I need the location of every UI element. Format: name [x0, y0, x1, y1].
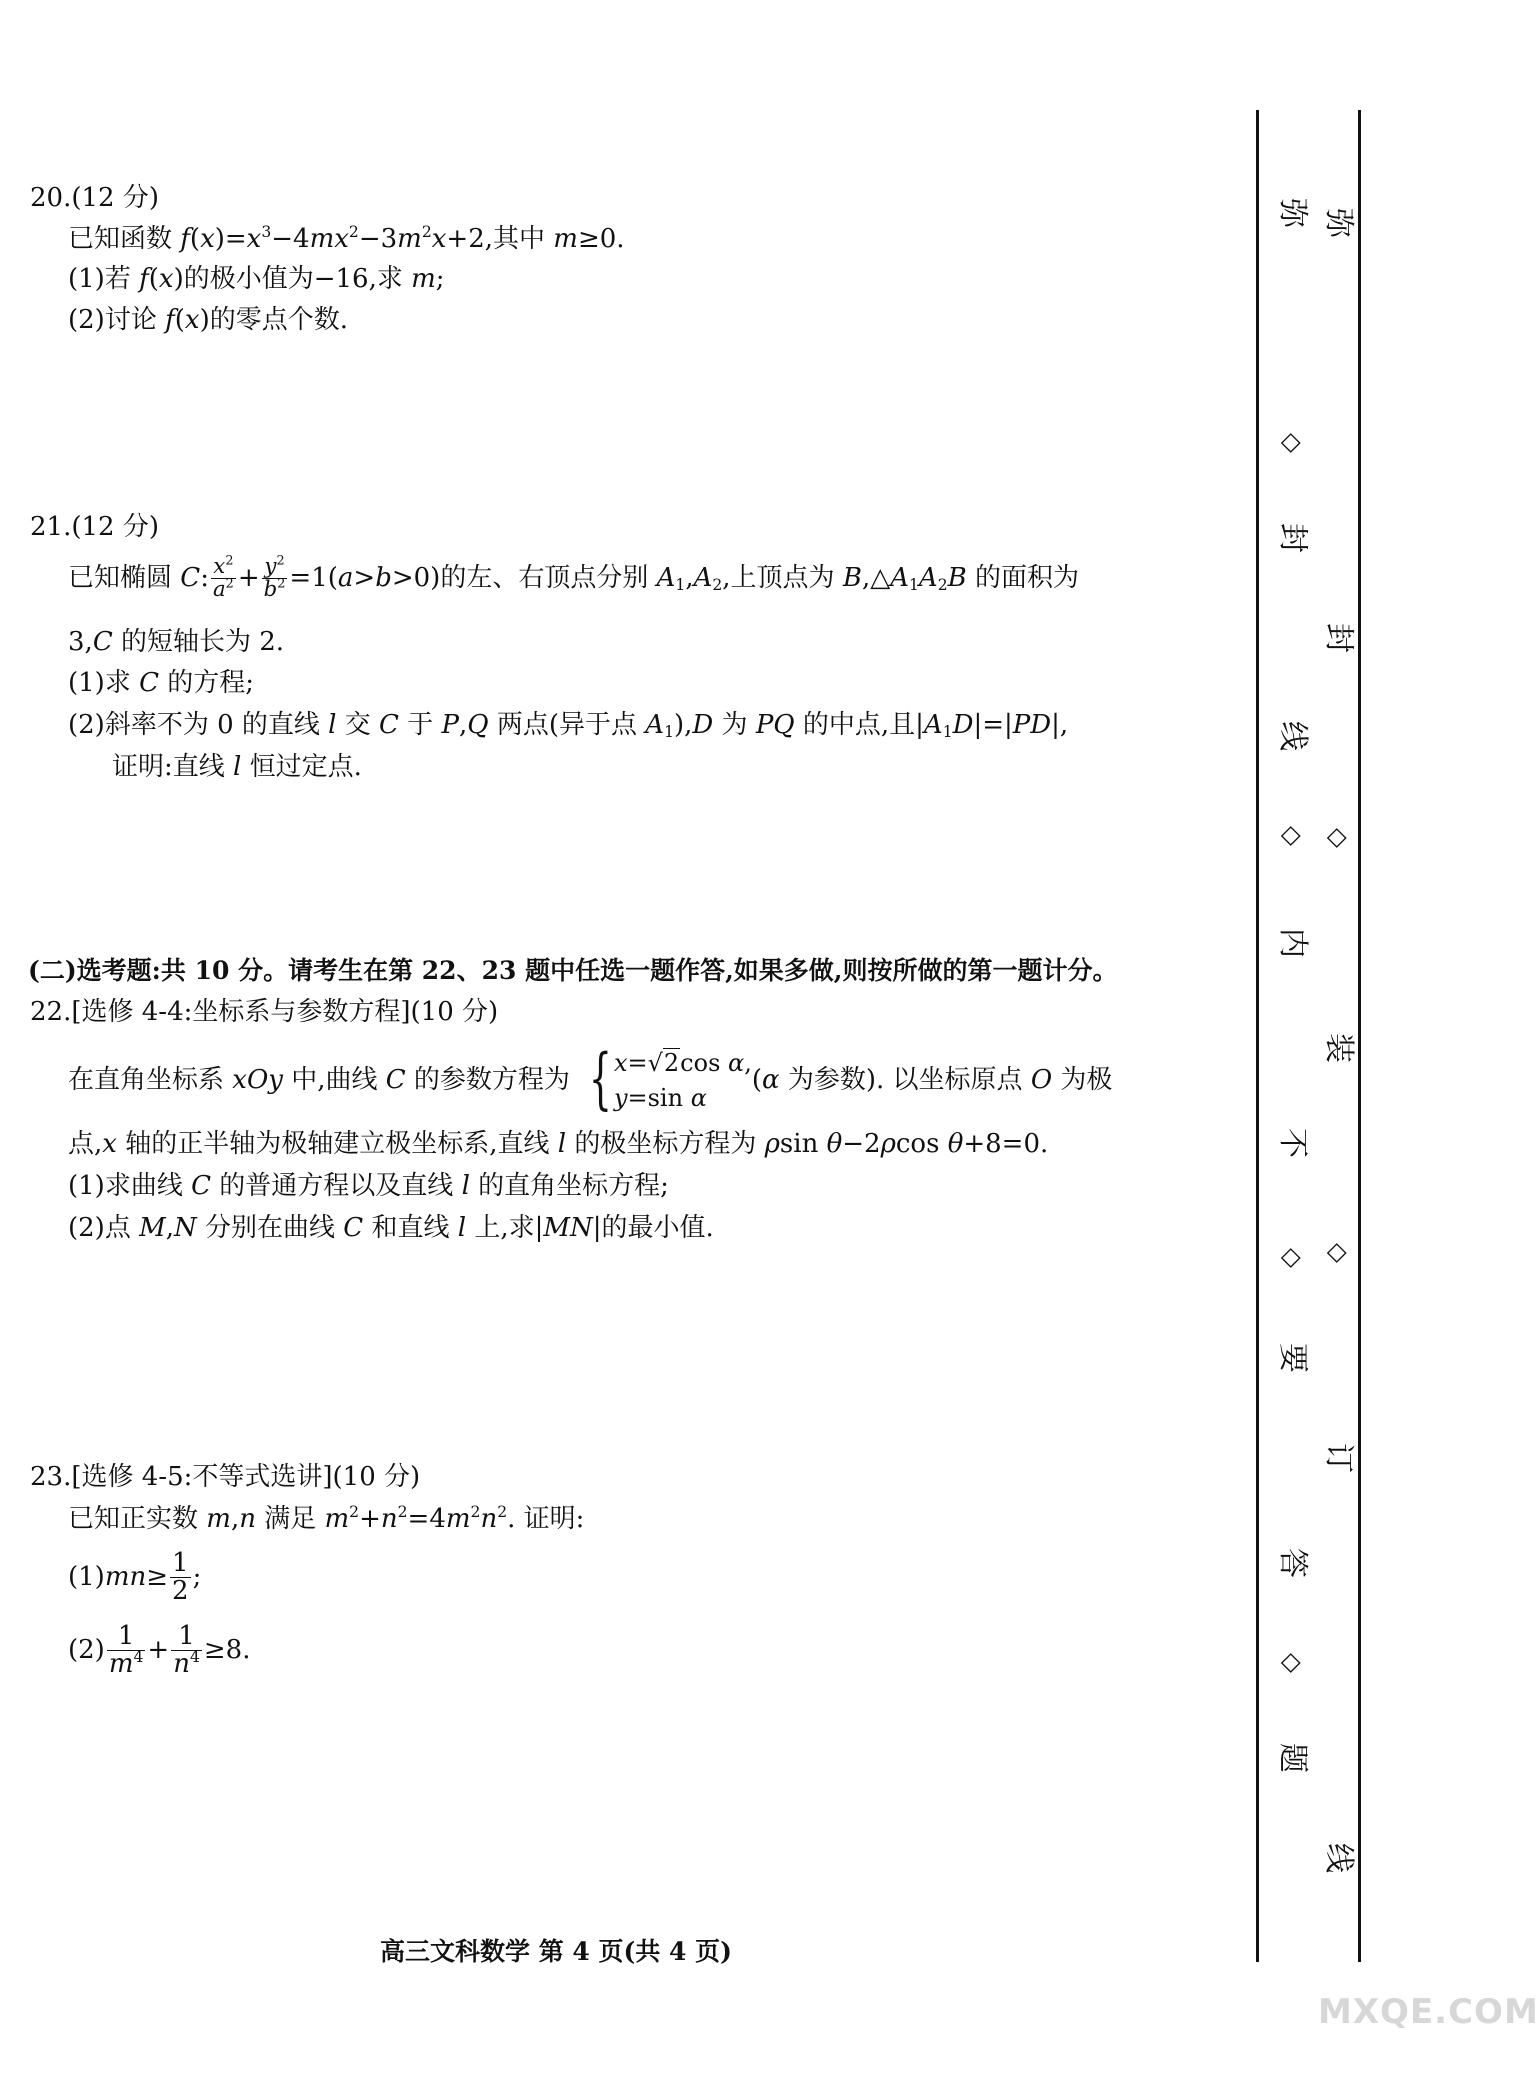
q21-part-1: (1)求 C 的方程; [68, 668, 255, 698]
q23-part-2: (2) $\frac{1}{m^4}$ + $\frac{1}{n^4}$ ≥8. [68, 1621, 251, 1680]
q21-part-2: (2)斜率不为 0 的直线 l 交 C 于 P,Q 两点(异于点 $A_1),D$ 为 PQ 的中点,且$|A_1D|=|PD|$, [68, 710, 1069, 741]
q21-line-2: 3,C 的短轴长为 2. [68, 627, 285, 657]
binding-inner-char-2: 封 [1275, 523, 1310, 553]
binding-inner-char-3: 线 [1275, 721, 1310, 751]
binding-inner-char-11: 题 [1275, 1743, 1310, 1773]
q20-part-1: (1)若 f(x)的极小值为−16,求 m; [68, 264, 445, 294]
q20-line-1: 已知函数 $f(x)=x^3-4mx^2-3m^2x+2$,其中 m≥0. [68, 222, 625, 254]
q21-heading: 21.(12 分) [30, 512, 159, 542]
q20-heading: 20.(12 分) [30, 183, 159, 213]
watermark: MXQE.COM [1318, 1992, 1539, 2032]
binding-outer-char-4: ◇ [1323, 1243, 1353, 1263]
binding-inner-char-1: ◇ [1277, 433, 1307, 453]
binding-inner-char-8: 要 [1275, 1343, 1310, 1373]
q21-line-1: 已知椭圆 C: $\frac{x^2}{a^2}$ + $\frac{y^2}{b^2}$ =1(a>b>0)的左、右顶点分别 $A_1,A_2$,上顶点为 $B,\triangle A_1A_2B$ 的面积为 [68, 553, 1079, 603]
page-footer: 高三文科数学 第 4 页(共 4 页) [380, 1937, 732, 1966]
q20-part-2: (2)讨论 f(x)的零点个数. [68, 305, 348, 335]
q21-part-2-cont: 证明:直线 l 恒过定点. [112, 752, 362, 782]
binding-line-left [1256, 110, 1259, 1962]
q23-line-1: 已知正实数 m,n 满足 $m^2+n^2=4m^2n^2$. 证明: [68, 1502, 585, 1534]
q22-line-1: 在直角坐标系 xOy 中,曲线 C 的参数方程为 { x=√2cos α, y=sin α (α 为参数). 以坐标原点 O 为极 [68, 1040, 1113, 1117]
binding-inner-char-4: ◇ [1277, 826, 1307, 846]
binding-outer-char-2: ◇ [1323, 828, 1353, 848]
binding-inner-char-10: ◇ [1277, 1653, 1307, 1673]
binding-line-right [1358, 110, 1361, 1962]
q23-part-1: (1) mn ≥ $\frac{1}{2}$ ; [68, 1548, 202, 1607]
binding-inner-char-5: 内 [1275, 928, 1310, 958]
q22-heading: 22.[选修 4-4:坐标系与参数方程](10 分) [30, 997, 499, 1027]
parametric-system: { x=√2cos α, y=sin α [588, 1040, 752, 1117]
binding-inner-char-0: 弥 [1275, 198, 1310, 228]
q22-line-2: 点,x 轴的正半轴为极轴建立极坐标系,直线 l 的极坐标方程为 ρsin θ−2ρcos θ+8=0. [68, 1129, 1049, 1159]
q23-heading: 23.[选修 4-5:不等式选讲](10 分) [30, 1462, 421, 1492]
binding-inner-char-6: 不 [1275, 1128, 1310, 1158]
binding-outer-char-3: 装 [1321, 1033, 1356, 1063]
binding-outer-char-5: 订 [1321, 1443, 1356, 1473]
section-2-instructions: (二)选考题:共 10 分。请考生在第 22、23 题中任选一题作答,如果多做,则按所做的第一题计分。 [28, 956, 1118, 985]
q22-part-1: (1)求曲线 C 的普通方程以及直线 l 的直角坐标方程; [68, 1171, 669, 1201]
binding-outer-char-0: 弥 [1321, 208, 1356, 238]
binding-inner-char-9: 答 [1275, 1548, 1310, 1578]
q22-part-2: (2)点 M,N 分别在曲线 C 和直线 l 上,求|MN|的最小值. [68, 1213, 714, 1243]
binding-outer-char-6: 线 [1321, 1843, 1356, 1873]
binding-inner-char-7: ◇ [1277, 1248, 1307, 1268]
binding-outer-char-1: 封 [1321, 623, 1356, 653]
